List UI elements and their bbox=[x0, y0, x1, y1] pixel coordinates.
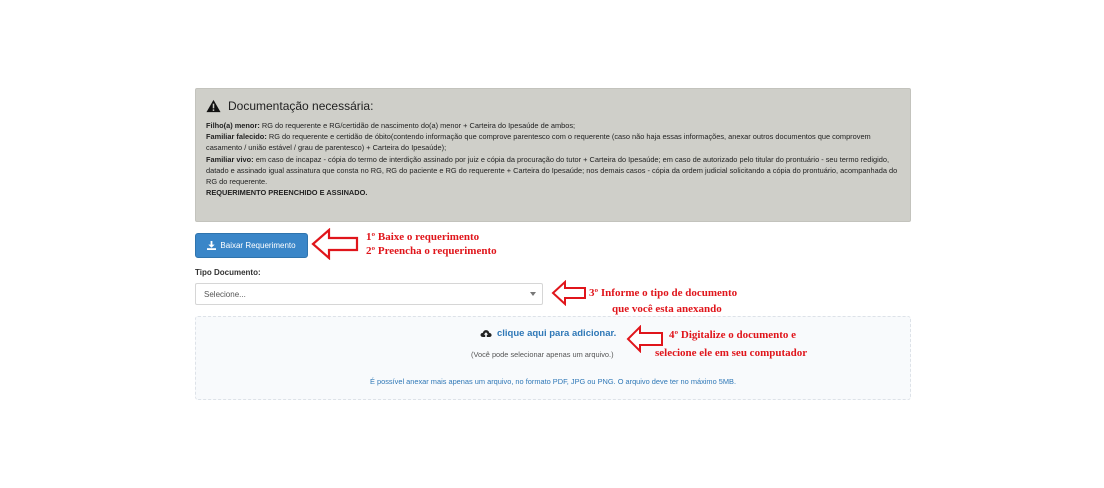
annotation-step-3-line2: que você esta anexando bbox=[612, 303, 722, 315]
documentation-notice bbox=[195, 88, 911, 222]
select-value: Selecione... bbox=[204, 289, 246, 299]
notice-line-label: Familiar falecido: bbox=[206, 132, 267, 142]
notice-header bbox=[206, 97, 900, 115]
notice-footer-text: REQUERIMENTO PREENCHIDO E ASSINADO. bbox=[206, 188, 368, 198]
notice-body bbox=[206, 120, 900, 198]
dropzone-info: É possível anexar mais apenas um arquivo, no formato PDF, JPG ou PNG. O arquivo deve ter no máximo 5MB. bbox=[370, 377, 736, 386]
dropzone-hint: (Você pode selecionar apenas um arquivo.) bbox=[471, 350, 614, 359]
notice-line-text: em caso de incapaz - cópia do termo de interdição assinado por juiz e cópia da procuração do tutor + Carteira do Ipesaúde; em caso de autorizado pelo titular do prontuário - seu termo redigido, datado e assinado igual assinatura que consta no RG, RG do paciente e RG do requerente + Carteira do Ipesaúde; nos demais casos - cópia da ordem judicial solicitando a cópia do prontuário, acompanhada do RG do requerente. bbox=[206, 154, 898, 187]
notice-footer bbox=[206, 187, 900, 198]
annotation-step-3-line1: 3º Informe o tipo de documento bbox=[589, 287, 738, 299]
notice-line-label: Familiar vivo: bbox=[206, 154, 254, 164]
notice-line-falecido bbox=[206, 131, 900, 153]
annotation-step-2: 2º Preencha o requerimento bbox=[366, 245, 497, 257]
add-file-link[interactable] bbox=[480, 328, 616, 339]
annotation-step-4-line2: selecione ele em seu computador bbox=[655, 347, 808, 359]
tipo-documento-label: Tipo Documento: bbox=[195, 268, 261, 277]
chevron-down-icon bbox=[530, 292, 536, 296]
annotation-step-1: 1º Baixe o requerimento bbox=[366, 231, 480, 243]
notice-line-filho bbox=[206, 120, 900, 131]
notice-line-text: RG do requerente e RG/certidão de nascimento do(a) menor + Carteira do Ipesaúde de ambos; bbox=[259, 121, 576, 130]
cloud-upload-icon bbox=[480, 329, 492, 339]
notice-line-text: RG do requerente e certidão de óbito(contendo informação que comprove parentesco com o requerente (caso não haja essas informações, anexar outros documentos que comprovem casamento / união estável / grau de parentesco) + Carteira do Ipesaúde); bbox=[206, 132, 871, 153]
download-requirement-button[interactable] bbox=[195, 233, 308, 258]
tipo-documento-select[interactable] bbox=[195, 283, 543, 305]
annotation-arrow-left-icon bbox=[311, 228, 359, 260]
add-file-label: clique aqui para adicionar. bbox=[497, 328, 617, 339]
notice-line-label: Filho(a) menor: bbox=[206, 121, 260, 130]
download-button-label: Baixar Requerimento bbox=[220, 241, 296, 250]
annotation-arrow-left-icon bbox=[551, 280, 587, 306]
warning-icon bbox=[206, 99, 221, 113]
notice-line-vivo bbox=[206, 154, 900, 188]
download-icon bbox=[207, 241, 216, 250]
notice-title: Documentação necessária: bbox=[228, 99, 374, 113]
annotation-step-4-line1: 4º Digitalize o documento e bbox=[669, 329, 797, 341]
